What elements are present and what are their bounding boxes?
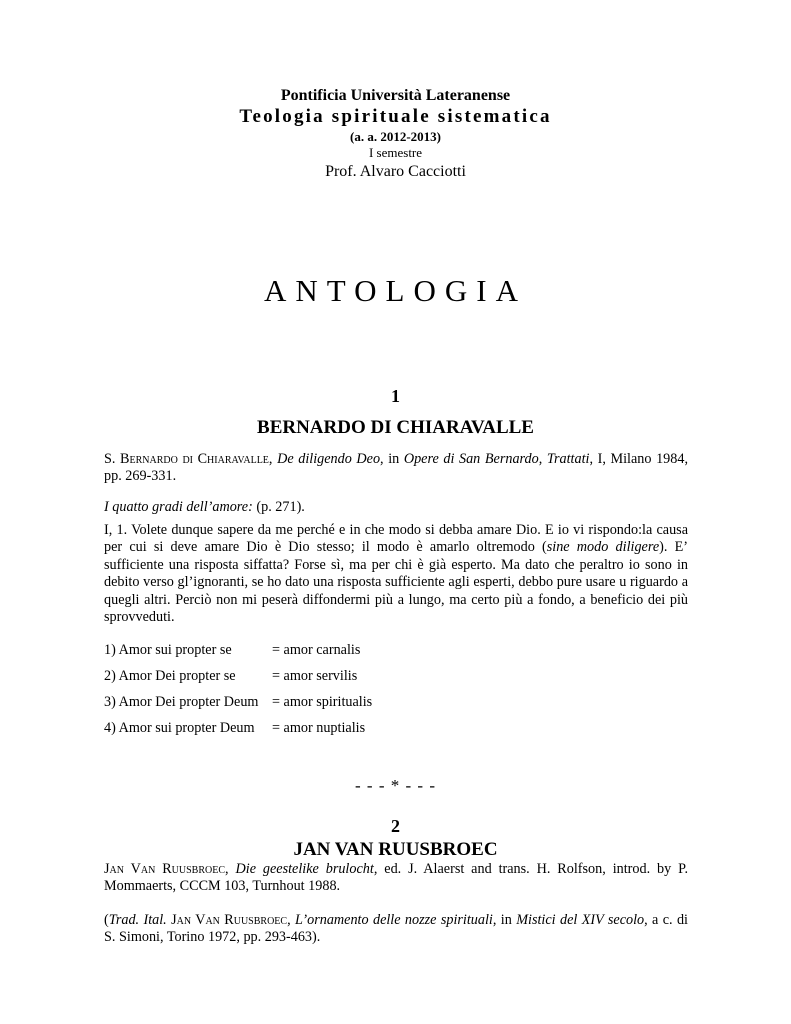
ref-comma: , bbox=[225, 861, 236, 877]
ref-author: Jan Van Ruusbroec bbox=[171, 912, 288, 928]
ref-author: Bernardo di Chiaravalle bbox=[120, 451, 269, 467]
section-2-heading: JAN VAN RUUSBROEC bbox=[293, 839, 498, 860]
ref-collection: Mistici del XIV secolo bbox=[516, 912, 645, 928]
professor-name: Prof. Alvaro Cacciotti bbox=[325, 163, 466, 180]
ref-rest: , ed. J. Alaerst and trans. H. Rolfson, introd. by P. Mommaerts, CCCM 103, Turnhout 1988. bbox=[104, 861, 689, 895]
list-item-left: 3) Amor Dei propter Deum bbox=[104, 694, 259, 710]
list-item-right: = amor spiritualis bbox=[272, 694, 373, 710]
paragraph-part-2: ). E’ sufficiente una risposta siffatta? Forse sì, ma per chi è già esperto. Ma dato che peraltro io sono in debito verso gl’ignoranti, se ho dato una risposta sufficiente agli esperti, debbo pure usare u riguardo a quegli altri. Perciò non mi peserà diffondermi più a lungo, ma certo più a fondo, a beneficio dei più sprovveduti. bbox=[104, 539, 689, 626]
subtitle-page: (p. 271). bbox=[252, 499, 305, 515]
course-title: Teologia spirituale sistematica bbox=[239, 106, 552, 127]
section-2-italian-reference bbox=[104, 912, 688, 947]
university-name: Pontificia Università Lateranense bbox=[280, 87, 511, 104]
section-1-heading: BERNARDO DI CHIARAVALLE bbox=[257, 417, 534, 438]
section-2-number: 2 bbox=[391, 816, 400, 836]
list-item-left: 1) Amor sui propter se bbox=[104, 642, 232, 658]
section-separator: - - - * - - - bbox=[355, 776, 436, 795]
ref-collection: Opere di San Bernardo bbox=[403, 451, 539, 467]
section-1-paragraph bbox=[104, 522, 688, 626]
section-1-number: 1 bbox=[391, 386, 400, 406]
section-1-reference bbox=[104, 451, 688, 486]
document-title: ANTOLOGIA bbox=[264, 273, 527, 308]
ref-comma: , bbox=[268, 451, 278, 467]
paragraph-italic: sine modo diligere bbox=[546, 539, 660, 556]
subtitle-label: I quatto gradi dell’amore: bbox=[104, 499, 253, 515]
academic-year: (a. a. 2012-2013) bbox=[350, 129, 441, 144]
semester: I semestre bbox=[368, 145, 423, 160]
ref-series: Trattati bbox=[546, 451, 590, 467]
ref-trad: Trad. Ital. bbox=[108, 912, 167, 928]
ref-comma: , bbox=[287, 912, 296, 928]
ref-open: ( bbox=[104, 912, 109, 928]
ref-in: , in bbox=[492, 912, 517, 928]
list-item-left: 2) Amor Dei propter se bbox=[104, 668, 236, 684]
ref-comma-2: , bbox=[538, 451, 547, 467]
list-item-right: = amor carnalis bbox=[272, 642, 361, 658]
ref-work: De diligendo Deo bbox=[277, 451, 381, 467]
list-item-left: 4) Amor sui propter Deum bbox=[104, 720, 255, 736]
ref-author: Jan Van Ruusbroec bbox=[104, 861, 226, 877]
ref-in: , in bbox=[380, 451, 404, 467]
section-2-reference bbox=[104, 861, 688, 896]
section-1-subtitle bbox=[104, 499, 688, 516]
list-item-right: = amor nuptialis bbox=[272, 720, 366, 736]
ref-work: Die geestelike brulocht bbox=[235, 861, 374, 877]
ref-rest: , a c. di S. Simoni, Torino 1972, pp. 293-463). bbox=[104, 912, 688, 946]
ref-prefix: S. bbox=[104, 451, 121, 467]
ref-work: L’ornamento delle nozze spirituali bbox=[295, 912, 493, 928]
list-item-right: = amor servilis bbox=[272, 668, 358, 684]
ref-rest: , I, Milano 1984, pp. 269-331. bbox=[104, 451, 689, 485]
paragraph-part-1: I, 1. Volete dunque sapere da me perché e in che modo si debba amare Dio. E io vi rispondo:la causa per cui si deve amare Dio è Dio stesso; il modo è amarlo oltremodo ( bbox=[104, 522, 688, 556]
